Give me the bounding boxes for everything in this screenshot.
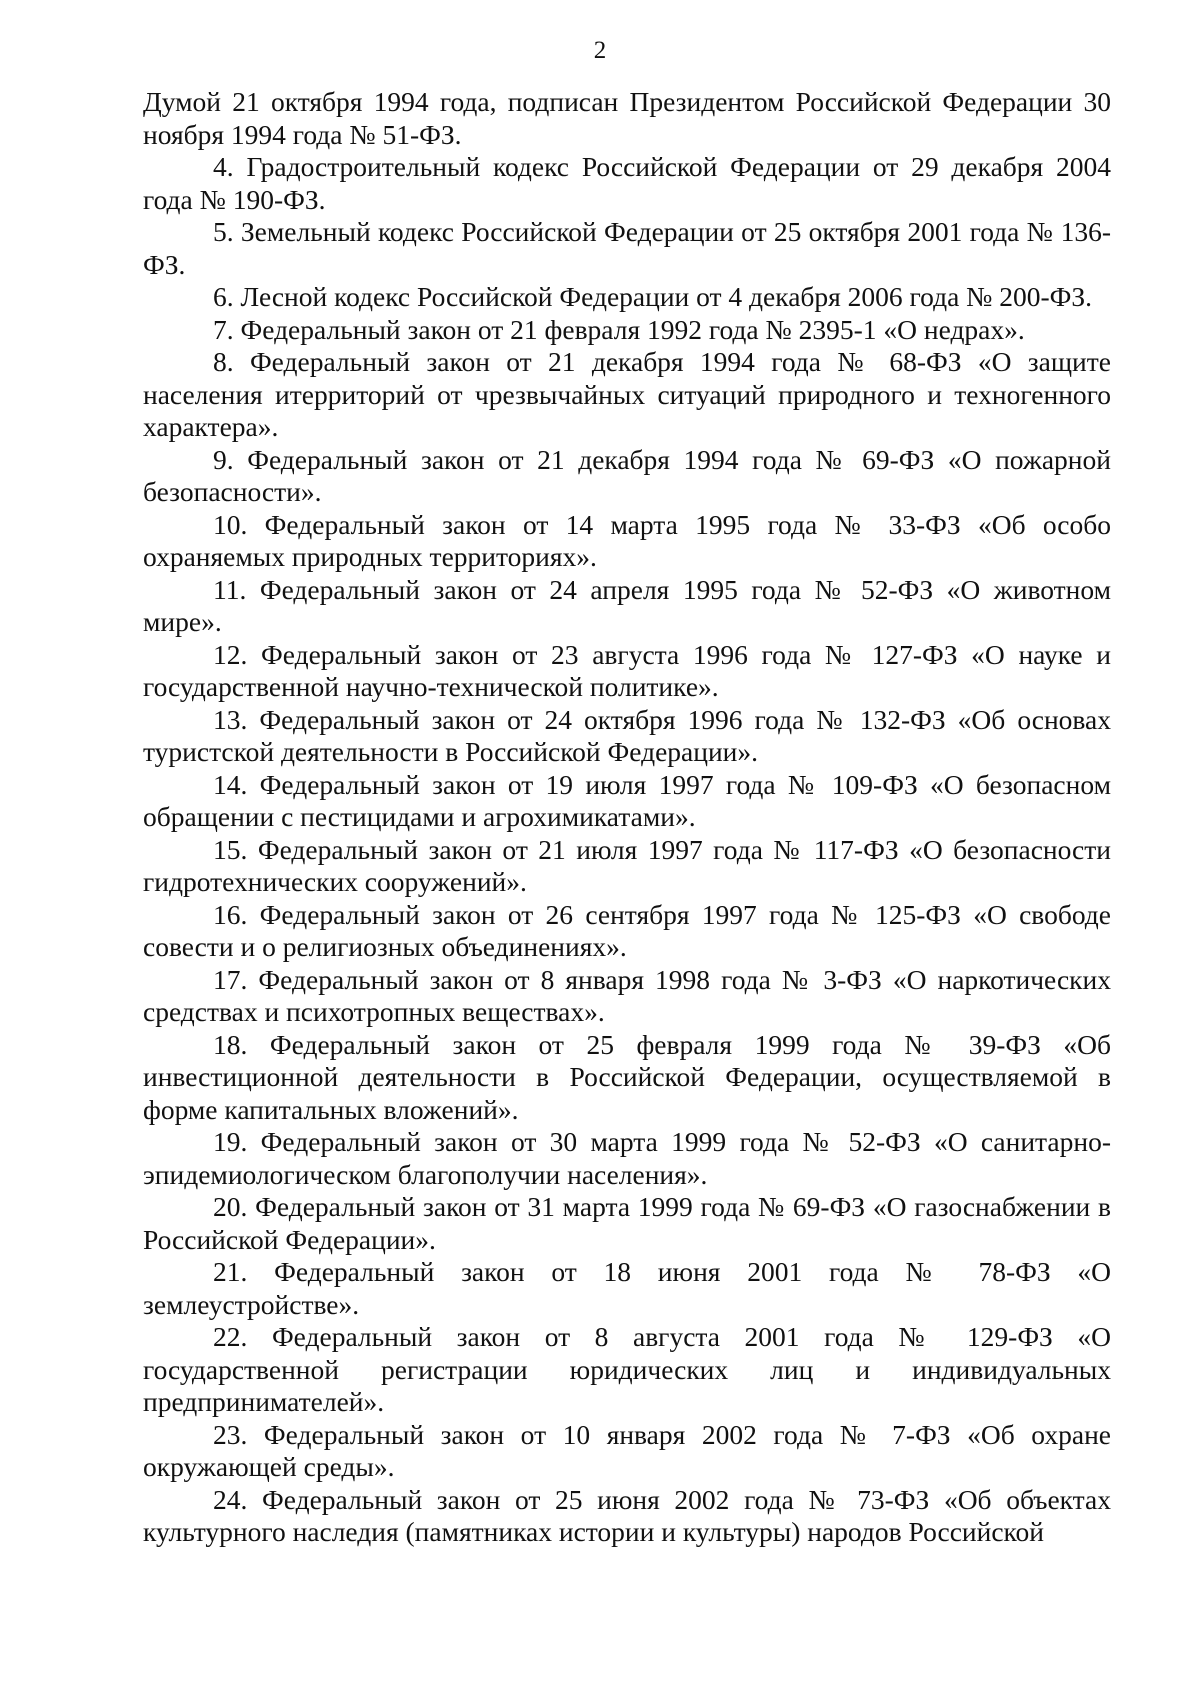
list-item-22: 22. Федеральный закон от 8 августа 2001 года № 129-ФЗ «О государственной регистрации юридических лиц и индивидуальных предпринимателей». [143, 1321, 1111, 1417]
list-item-13: 13. Федеральный закон от 24 октября 1996 года № 132-ФЗ «Об основах туристской деятельности в Российской Федерации». [143, 703, 1111, 767]
lead-paragraph: Думой 21 октября 1994 года, подписан Президентом Российской Федерации 30 ноября 1994 года № 51-ФЗ. [143, 86, 1111, 150]
list-item-4: 4. Градостроительный кодекс Российской Федерации от 29 декабря 2004 года № 190-ФЗ. [143, 151, 1111, 215]
list-item-12: 12. Федеральный закон от 23 августа 1996 года № 127-ФЗ «О науке и государственной научно-технической политике». [143, 638, 1111, 702]
list-item-15: 15. Федеральный закон от 21 июля 1997 года № 117-ФЗ «О безопасности гидротехнических сооружений». [143, 833, 1111, 897]
list-item-11: 11. Федеральный закон от 24 апреля 1995 года № 52-ФЗ «О животном мире». [143, 573, 1111, 637]
list-item-21: 21. Федеральный закон от 18 июня 2001 года № 78-ФЗ «О землеустройстве». [143, 1256, 1111, 1320]
list-item-6: 6. Лесной кодекс Российской Федерации от 4 декабря 2006 года № 200-ФЗ. [213, 281, 1093, 312]
page-number: 2 [593, 37, 607, 64]
list-item-17: 17. Федеральный закон от 8 января 1998 года № 3-ФЗ «О наркотических средствах и психотропных веществах». [143, 963, 1111, 1027]
list-item-10: 10. Федеральный закон от 14 марта 1995 года № 33-ФЗ «Об особо охраняемых природных территориях». [143, 508, 1111, 572]
list-item-5: 5. Земельный кодекс Российской Федерации от 25 октября 2001 года № 136-ФЗ. [143, 216, 1111, 280]
list-item-24: 24. Федеральный закон от 25 июня 2002 года № 73-ФЗ «Об объектах культурного наследия (памятниках истории и культуры) народов Российской [143, 1483, 1111, 1547]
list-item-9: 9. Федеральный закон от 21 декабря 1994 года № 69-ФЗ «О пожарной безопасности». [143, 443, 1111, 507]
list-item-20: 20. Федеральный закон от 31 марта 1999 года № 69-ФЗ «О газоснабжении в Российской Федерации». [143, 1191, 1111, 1255]
list-item-16: 16. Федеральный закон от 26 сентября 1997 года № 125-ФЗ «О свободе совести и о религиозных объединениях». [143, 898, 1111, 962]
list-item-8: 8. Федеральный закон от 21 декабря 1994 года № 68-ФЗ «О защите населения итерриторий от чрезвычайных ситуаций природного и техногенного характера». [143, 346, 1111, 442]
list-item-23: 23. Федеральный закон от 10 января 2002 года № 7-ФЗ «Об охране окружающей среды». [143, 1418, 1111, 1482]
list-item-7: 7. Федеральный закон от 21 февраля 1992 года № 2395-1 «О недрах». [213, 313, 1025, 345]
document-body [143, 86, 1111, 1549]
list-item-18: 18. Федеральный закон от 25 февраля 1999 года № 39-ФЗ «Об инвестиционной деятельности в Российской Федерации, осуществляемой в форме капитальных вложений». [143, 1028, 1111, 1125]
list-item-19: 19. Федеральный закон от 30 марта 1999 года № 52-ФЗ «О санитарно-эпидемиологическом благополучии населения». [143, 1126, 1111, 1190]
list-item-14: 14. Федеральный закон от 19 июля 1997 года № 109-ФЗ «О безопасном обращении с пестицидами и агрохимикатами». [143, 768, 1111, 832]
